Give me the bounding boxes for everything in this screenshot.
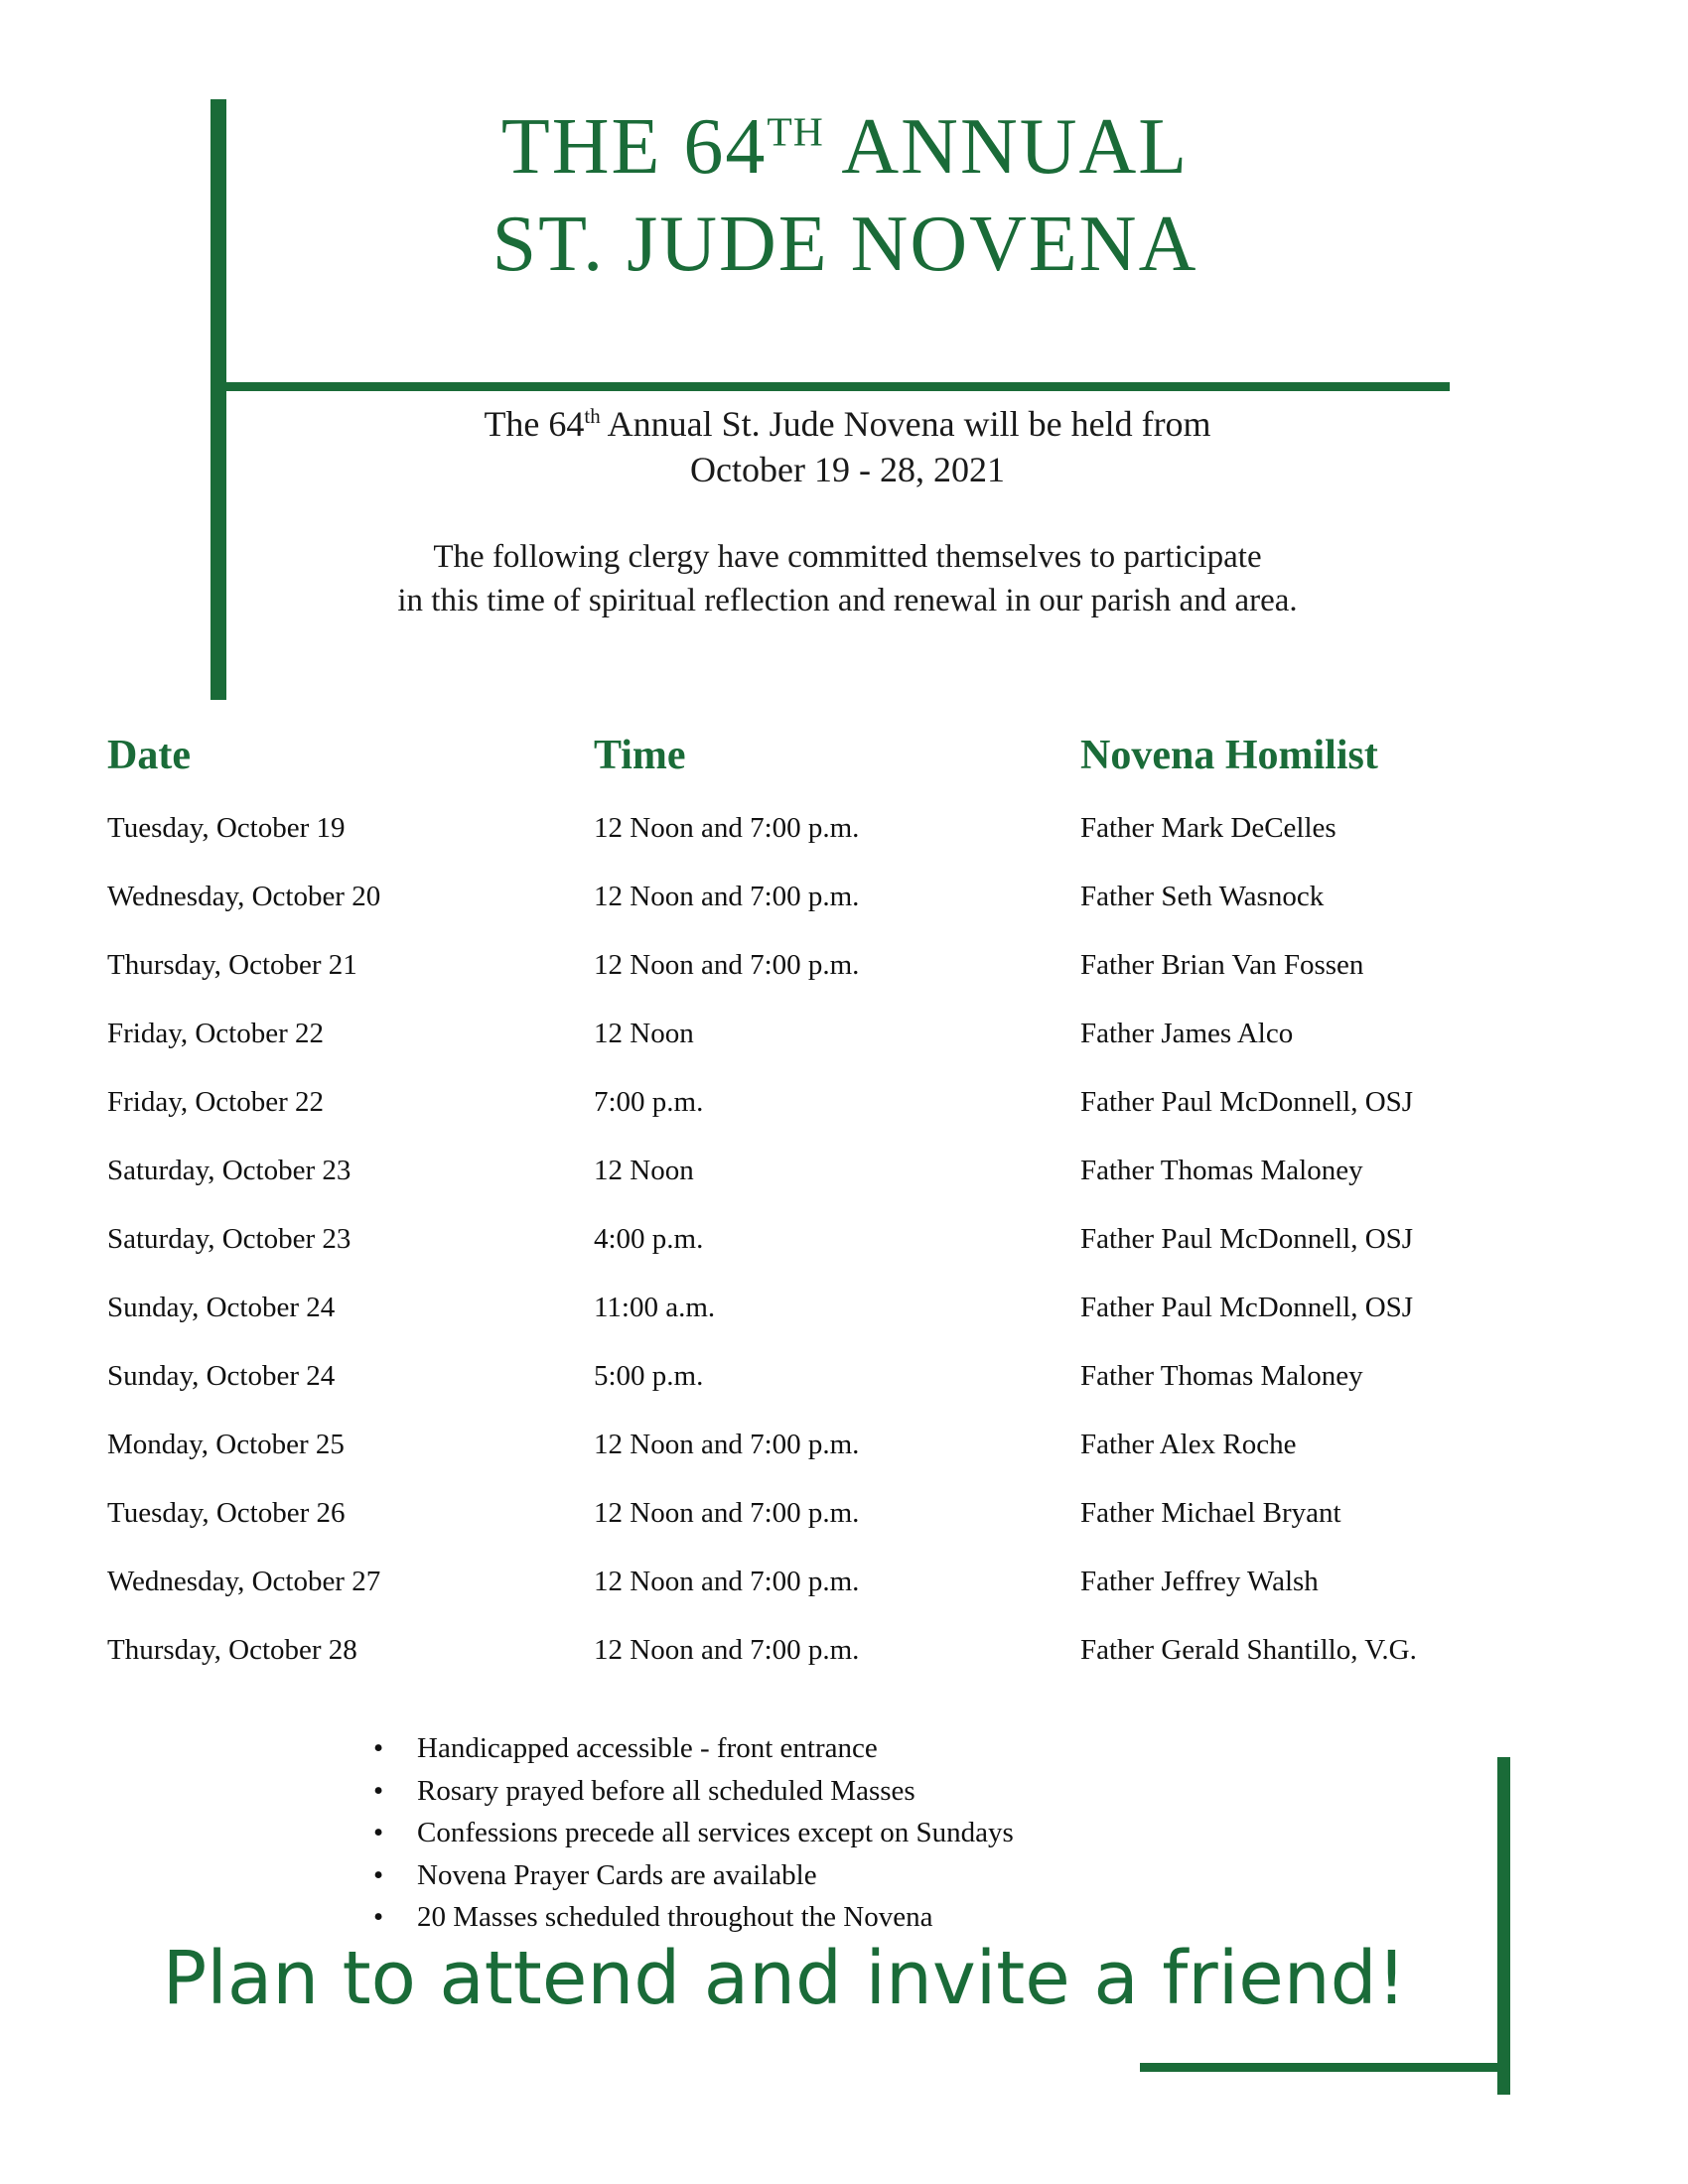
cell-homilist: Father Mark DeCelles	[1080, 812, 1336, 844]
cell-date: Saturday, October 23	[107, 1223, 352, 1255]
cell-homilist: Father Alex Roche	[1080, 1429, 1297, 1460]
title-line-2: ST. JUDE NOVENA	[492, 200, 1198, 288]
call-to-action: Plan to attend and invite a friend!	[162, 1936, 1407, 2021]
cell-homilist: Father Seth Wasnock	[1080, 881, 1325, 912]
list-item-label: 20 Masses scheduled throughout the Novena	[417, 1901, 933, 1934]
table-header-row	[0, 735, 1688, 814]
cell-date: Friday, October 22	[107, 1018, 324, 1049]
cell-date: Thursday, October 28	[107, 1634, 357, 1666]
table-row	[0, 1636, 1688, 1705]
cell-time: 7:00 p.m.	[594, 1086, 704, 1118]
cell-date: Sunday, October 24	[107, 1360, 336, 1392]
bottom-bracket-horizontal-rule	[1140, 2063, 1510, 2072]
cell-homilist: Father Thomas Maloney	[1080, 1155, 1363, 1186]
cell-date: Wednesday, October 20	[107, 881, 381, 912]
title-line-1-post: ANNUAL	[823, 103, 1190, 191]
cell-time: 12 Noon and 7:00 p.m.	[594, 812, 860, 844]
cell-time: 11:00 a.m.	[594, 1292, 716, 1323]
list-item	[365, 1814, 1259, 1852]
bullet-icon: •	[373, 1817, 384, 1849]
intro-paragraph	[234, 536, 1461, 622]
list-item-label: Handicapped accessible - front entrance	[417, 1732, 878, 1764]
table-row	[0, 1362, 1688, 1431]
cell-date: Sunday, October 24	[107, 1292, 336, 1323]
cell-time: 12 Noon and 7:00 p.m.	[594, 949, 860, 981]
column-header-date: Date	[107, 733, 191, 778]
cell-date: Friday, October 22	[107, 1086, 324, 1118]
table-row	[0, 883, 1688, 951]
table-row	[0, 1431, 1688, 1499]
list-item-label: Rosary prayed before all scheduled Masses	[417, 1774, 915, 1807]
title-line-1-pre: THE 64	[500, 103, 768, 191]
cell-time: 5:00 p.m.	[594, 1360, 704, 1392]
top-bracket-horizontal-rule	[211, 382, 1450, 391]
cell-date: Monday, October 25	[107, 1429, 345, 1460]
title-ordinal-suffix: TH	[767, 108, 824, 155]
cell-homilist: Father Paul McDonnell, OSJ	[1080, 1223, 1414, 1255]
title-line-1	[234, 99, 1456, 197]
cell-time: 4:00 p.m.	[594, 1223, 704, 1255]
cell-date: Saturday, October 23	[107, 1155, 352, 1186]
cell-time: 12 Noon	[594, 1018, 694, 1049]
notes-list	[365, 1729, 1259, 1941]
bullet-icon: •	[373, 1732, 384, 1764]
list-item-label: Confessions precede all services except on Sundays	[417, 1817, 1014, 1849]
table-row	[0, 1568, 1688, 1636]
subtitle-ordinal-suffix: th	[584, 404, 601, 428]
cell-time: 12 Noon and 7:00 p.m.	[594, 1634, 860, 1666]
cell-date: Thursday, October 21	[107, 949, 357, 981]
cell-homilist: Father James Alco	[1080, 1018, 1294, 1049]
intro-line-1: The following clergy have committed themselves to participate	[433, 539, 1262, 575]
list-item	[365, 1898, 1259, 1937]
cell-homilist: Father Thomas Maloney	[1080, 1360, 1363, 1392]
subtitle-post: Annual St. Jude Novena will be held from	[600, 404, 1211, 444]
table-row	[0, 1088, 1688, 1157]
bullet-icon: •	[373, 1774, 384, 1807]
table-row	[0, 1499, 1688, 1568]
page-title	[234, 99, 1456, 293]
table-row	[0, 814, 1688, 883]
table-row	[0, 1157, 1688, 1225]
cell-time: 12 Noon and 7:00 p.m.	[594, 1497, 860, 1529]
cell-time: 12 Noon and 7:00 p.m.	[594, 1429, 860, 1460]
intro-line-2: in this time of spiritual reflection and renewal in our parish and area.	[397, 582, 1298, 618]
table-row	[0, 1294, 1688, 1362]
cell-time: 12 Noon and 7:00 p.m.	[594, 881, 860, 912]
list-item-label: Novena Prayer Cards are available	[417, 1858, 817, 1891]
cell-homilist: Father Paul McDonnell, OSJ	[1080, 1292, 1414, 1323]
subtitle-pre: The 64	[484, 404, 585, 444]
table-row	[0, 1020, 1688, 1088]
subtitle	[234, 401, 1461, 492]
column-header-homilist: Novena Homilist	[1080, 733, 1378, 778]
bullet-icon: •	[373, 1858, 384, 1891]
cell-homilist: Father Paul McDonnell, OSJ	[1080, 1086, 1414, 1118]
cell-date: Tuesday, October 26	[107, 1497, 346, 1529]
list-item	[365, 1729, 1259, 1768]
cell-homilist: Father Jeffrey Walsh	[1080, 1566, 1319, 1597]
cell-time: 12 Noon and 7:00 p.m.	[594, 1566, 860, 1597]
cell-homilist: Father Michael Bryant	[1080, 1497, 1341, 1529]
cell-homilist: Father Gerald Shantillo, V.G.	[1080, 1634, 1417, 1666]
date-range: October 19 - 28, 2021	[690, 450, 1005, 490]
cell-date: Wednesday, October 27	[107, 1566, 381, 1597]
subtitle-line	[234, 401, 1461, 447]
schedule-table	[0, 735, 1688, 1705]
cell-date: Tuesday, October 19	[107, 812, 346, 844]
table-row	[0, 1225, 1688, 1294]
list-item	[365, 1856, 1259, 1895]
column-header-time: Time	[594, 733, 686, 778]
list-item	[365, 1772, 1259, 1811]
table-row	[0, 951, 1688, 1020]
cell-time: 12 Noon	[594, 1155, 694, 1186]
bullet-icon: •	[373, 1901, 384, 1934]
top-bracket-vertical-rule	[211, 99, 226, 700]
cell-homilist: Father Brian Van Fossen	[1080, 949, 1364, 981]
bottom-bracket-vertical-rule	[1497, 1757, 1510, 2095]
